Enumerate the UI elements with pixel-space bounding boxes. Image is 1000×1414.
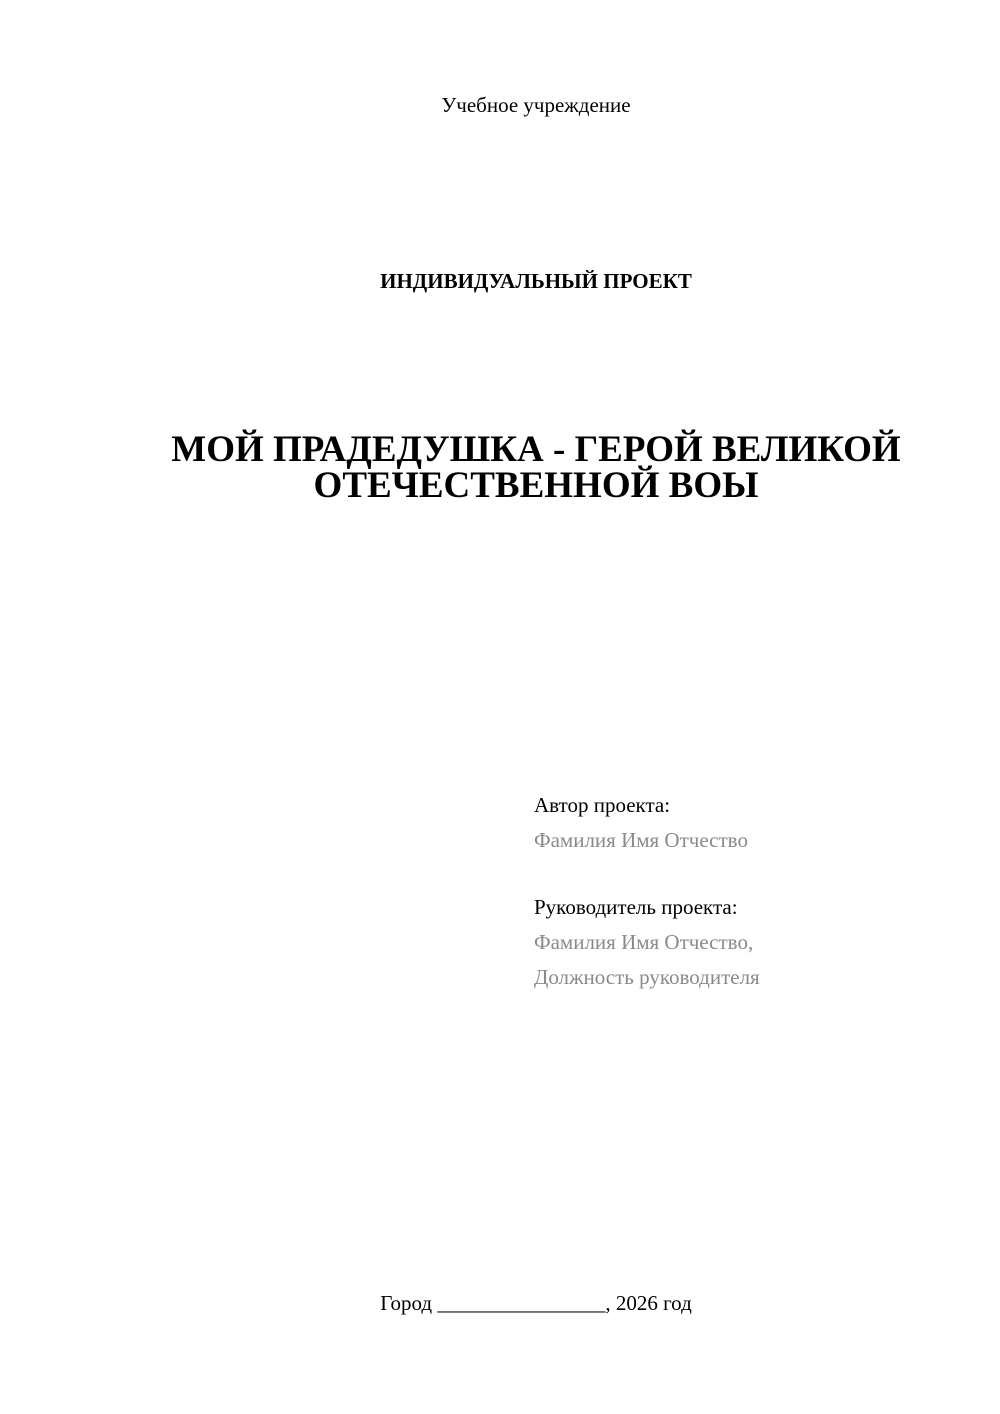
institution-name: Учебное учреждение	[441, 93, 631, 117]
project-type-heading: ИНДИВИДУАЛЬНЫЙ ПРОЕКТ	[380, 269, 692, 293]
author-label: Автор проекта:	[534, 793, 671, 817]
city-year-footer: Город ________________, 2026 год	[380, 1291, 692, 1315]
credits-spacer	[534, 858, 974, 890]
credits-block	[534, 788, 974, 995]
author-name: Фамилия Имя Отчество	[534, 828, 748, 852]
project-title	[140, 429, 932, 506]
project-title-line-1: МОЙ ПРАДЕДУШКА - ГЕРОЙ ВЕЛИКОЙ	[171, 429, 901, 470]
supervisor-name: Фамилия Имя Отчество,	[534, 930, 754, 954]
project-title-line-2: ОТЕЧЕСТВЕННОЙ ВОЫ	[313, 465, 759, 506]
supervisor-position: Должность руководителя	[534, 965, 760, 989]
supervisor-label: Руководитель проекта:	[534, 895, 738, 919]
